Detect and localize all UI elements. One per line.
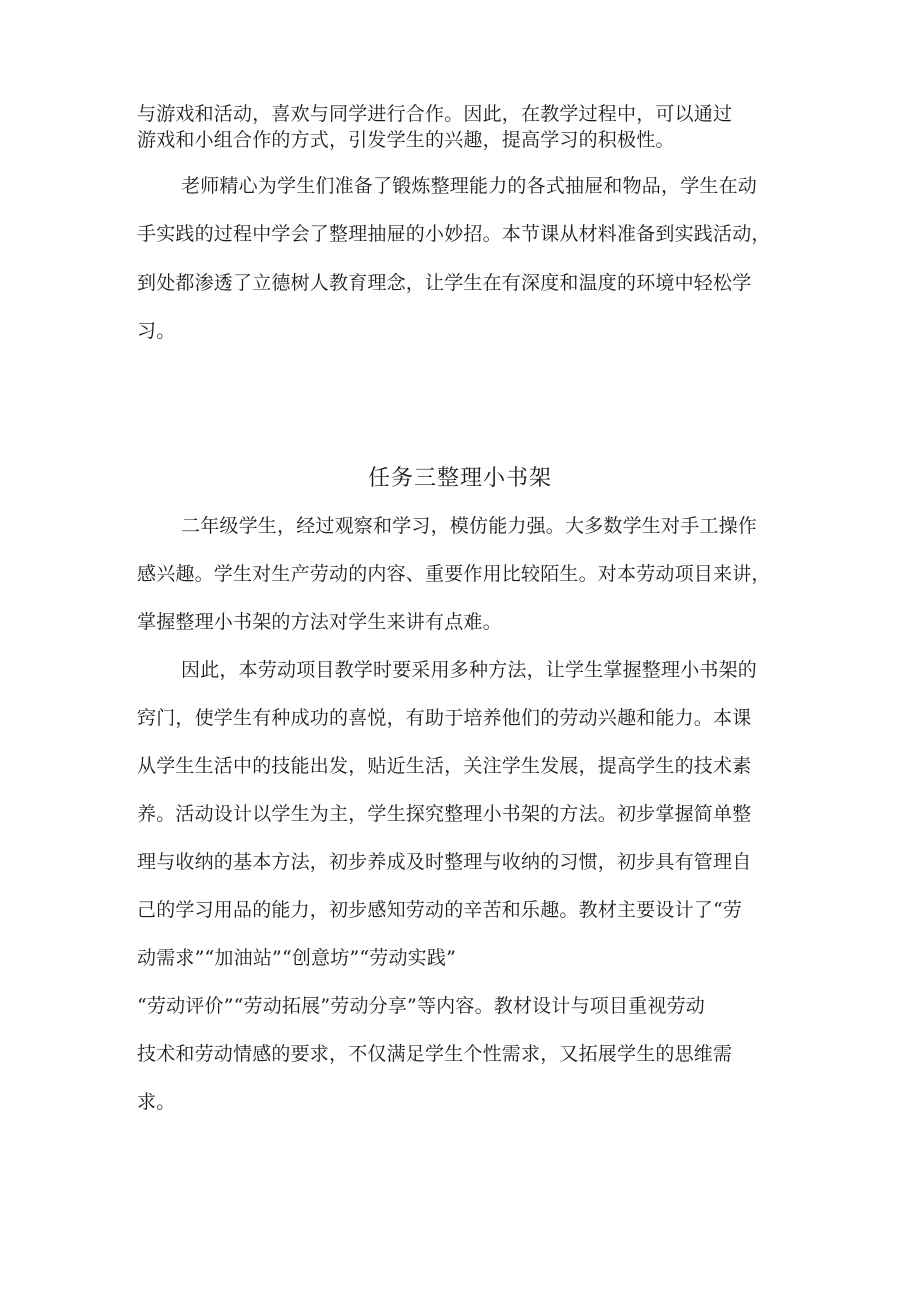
paragraph-line: 求。 (137, 1091, 176, 1113)
paragraph-line: 窍门，使学生有种成功的喜悦，有助于培养他们的劳动兴趣和能力。本课 (137, 707, 752, 729)
paragraph-line: 从学生生活中的技能出发，贴近生活，关注学生发展，提高学生的技术素 (137, 755, 752, 777)
paragraph-line: 与游戏和活动，喜欢与同学进行合作。因此，在教学过程中，可以通过 (137, 103, 733, 125)
paragraph-line: 因此，本劳动项目教学时要采用多种方法，让学生掌握整理小书架的 (181, 659, 758, 681)
paragraph-line: 习。 (137, 320, 176, 342)
paragraph-line: 技术和劳动情感的要求，不仅满足学生个性需求，又拓展学生的思维需 (137, 1043, 733, 1065)
paragraph-line: 游戏和小组合作的方式，引发学生的兴趣，提高学习的积极性。 (137, 129, 675, 151)
paragraph-line: 动需求”“加油站”“创意坊”“劳动实践” (137, 947, 456, 969)
paragraph-line: 二年级学生，经过观察和学习，模仿能力强。大多数学生对手工操作 (181, 515, 758, 537)
section-title: 任务三整理小书架 (367, 466, 552, 491)
paragraph-line: 感兴趣。学生对生产劳动的内容、重要作用比较陌生。对本劳动项目来讲， (137, 563, 771, 585)
paragraph-line: 理与收纳的基本方法，初步养成及时整理与收纳的习惯，初步具有管理自 (137, 851, 752, 873)
paragraph-line: 掌握整理小书架的方法对学生来讲有点难。 (137, 611, 502, 633)
paragraph-line: 手实践的过程中学会了整理抽屉的小妙招。本节课从材料准备到实践活动， (137, 223, 771, 245)
paragraph-line: 养。活动设计以学生为主，学生探究整理小书架的方法。初步掌握简单整 (137, 803, 752, 825)
paragraph-line: “劳动评价”“劳动拓展”劳动分享”等内容。教材设计与项目重视劳动 (137, 995, 705, 1017)
paragraph-line: 老师精心为学生们准备了锻炼整理能力的各式抽屉和物品，学生在动 (181, 175, 758, 197)
paragraph-line: 到处都渗透了立德树人教育理念，让学生在有深度和温度的环境中轻松学 (137, 272, 752, 294)
paragraph-line: 己的学习用品的能力，初步感知劳动的辛苦和乐趣。教材主要设计了“劳 (137, 899, 743, 921)
